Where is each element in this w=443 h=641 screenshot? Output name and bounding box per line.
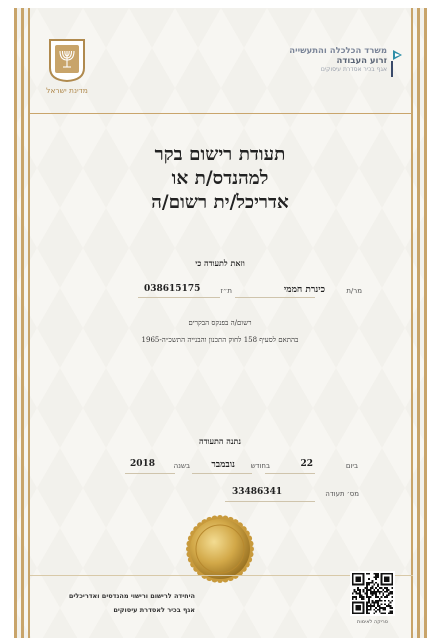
- cert-number-underline: [225, 501, 315, 502]
- id-label: ת״ז: [220, 287, 232, 295]
- title-line-2: למהנדס/ת או: [171, 168, 269, 189]
- month-value: נובמבר: [211, 460, 235, 470]
- ministry-block: [289, 46, 387, 73]
- registered-line: רשום/ה בפנקס הבקרים: [188, 319, 252, 327]
- law-reference-line: בהתאם לסעיף 158 לחוק התכנון והבנייה התשכ״ה-1965: [141, 336, 299, 344]
- month-label: בחודש: [250, 462, 270, 470]
- border-stripe-left-thin: [28, 8, 30, 638]
- day-label: ביום: [345, 462, 358, 470]
- footer-unit-line: היחידה לרישום ורישוי מהנדסים ואדריכלים: [68, 592, 195, 600]
- state-emblem-icon: [48, 38, 86, 82]
- qr-label: סריקה לאימות: [357, 619, 388, 625]
- ministry-logo-icon: [391, 48, 403, 78]
- border-stripe-right-thin: [411, 8, 413, 638]
- emblem-label: מדינת ישראל: [46, 86, 88, 95]
- month-underline: [192, 473, 252, 474]
- qr-code-icon[interactable]: [350, 571, 395, 616]
- border-stripe-left-inner: [21, 8, 24, 638]
- footer-dept-line: אגף בכיר לאסדרת עיסוקים: [113, 606, 195, 614]
- day-value: 22: [300, 459, 313, 469]
- gold-seal-icon: [186, 515, 254, 583]
- title-line-1: תעודת רישום בקר: [154, 144, 286, 165]
- certificate-title: [60, 143, 380, 215]
- id-underline: [138, 297, 220, 298]
- header-divider: [30, 113, 413, 114]
- year-label: בשנה: [173, 462, 190, 470]
- ministry-division: זרוע העבודה: [336, 56, 387, 66]
- year-value: 2018: [130, 459, 156, 469]
- name-label: מר/ת: [346, 287, 362, 295]
- day-underline: [265, 473, 315, 474]
- ministry-name: משרד הכלכלה והתעשייה: [289, 46, 387, 56]
- cert-number-value: 33486341: [232, 487, 283, 497]
- id-value: 038615175: [144, 284, 201, 294]
- intro-text: וזאת לתעודה כי: [195, 258, 245, 268]
- border-stripe-left-outer: [14, 8, 17, 638]
- title-line-3: אדריכל/ית רשום/ה: [151, 192, 289, 213]
- name-value: כינרת חממי: [283, 285, 325, 295]
- year-underline: [125, 473, 175, 474]
- ministry-department: אגף בכיר אסדרת עיסוקים: [320, 66, 387, 73]
- border-stripe-right-inner: [417, 8, 420, 638]
- cert-number-label: מס׳ תעודה: [325, 490, 359, 498]
- issued-label: נתנה התעודה: [199, 436, 241, 446]
- border-stripe-right-outer: [424, 8, 427, 638]
- name-underline: [235, 297, 315, 298]
